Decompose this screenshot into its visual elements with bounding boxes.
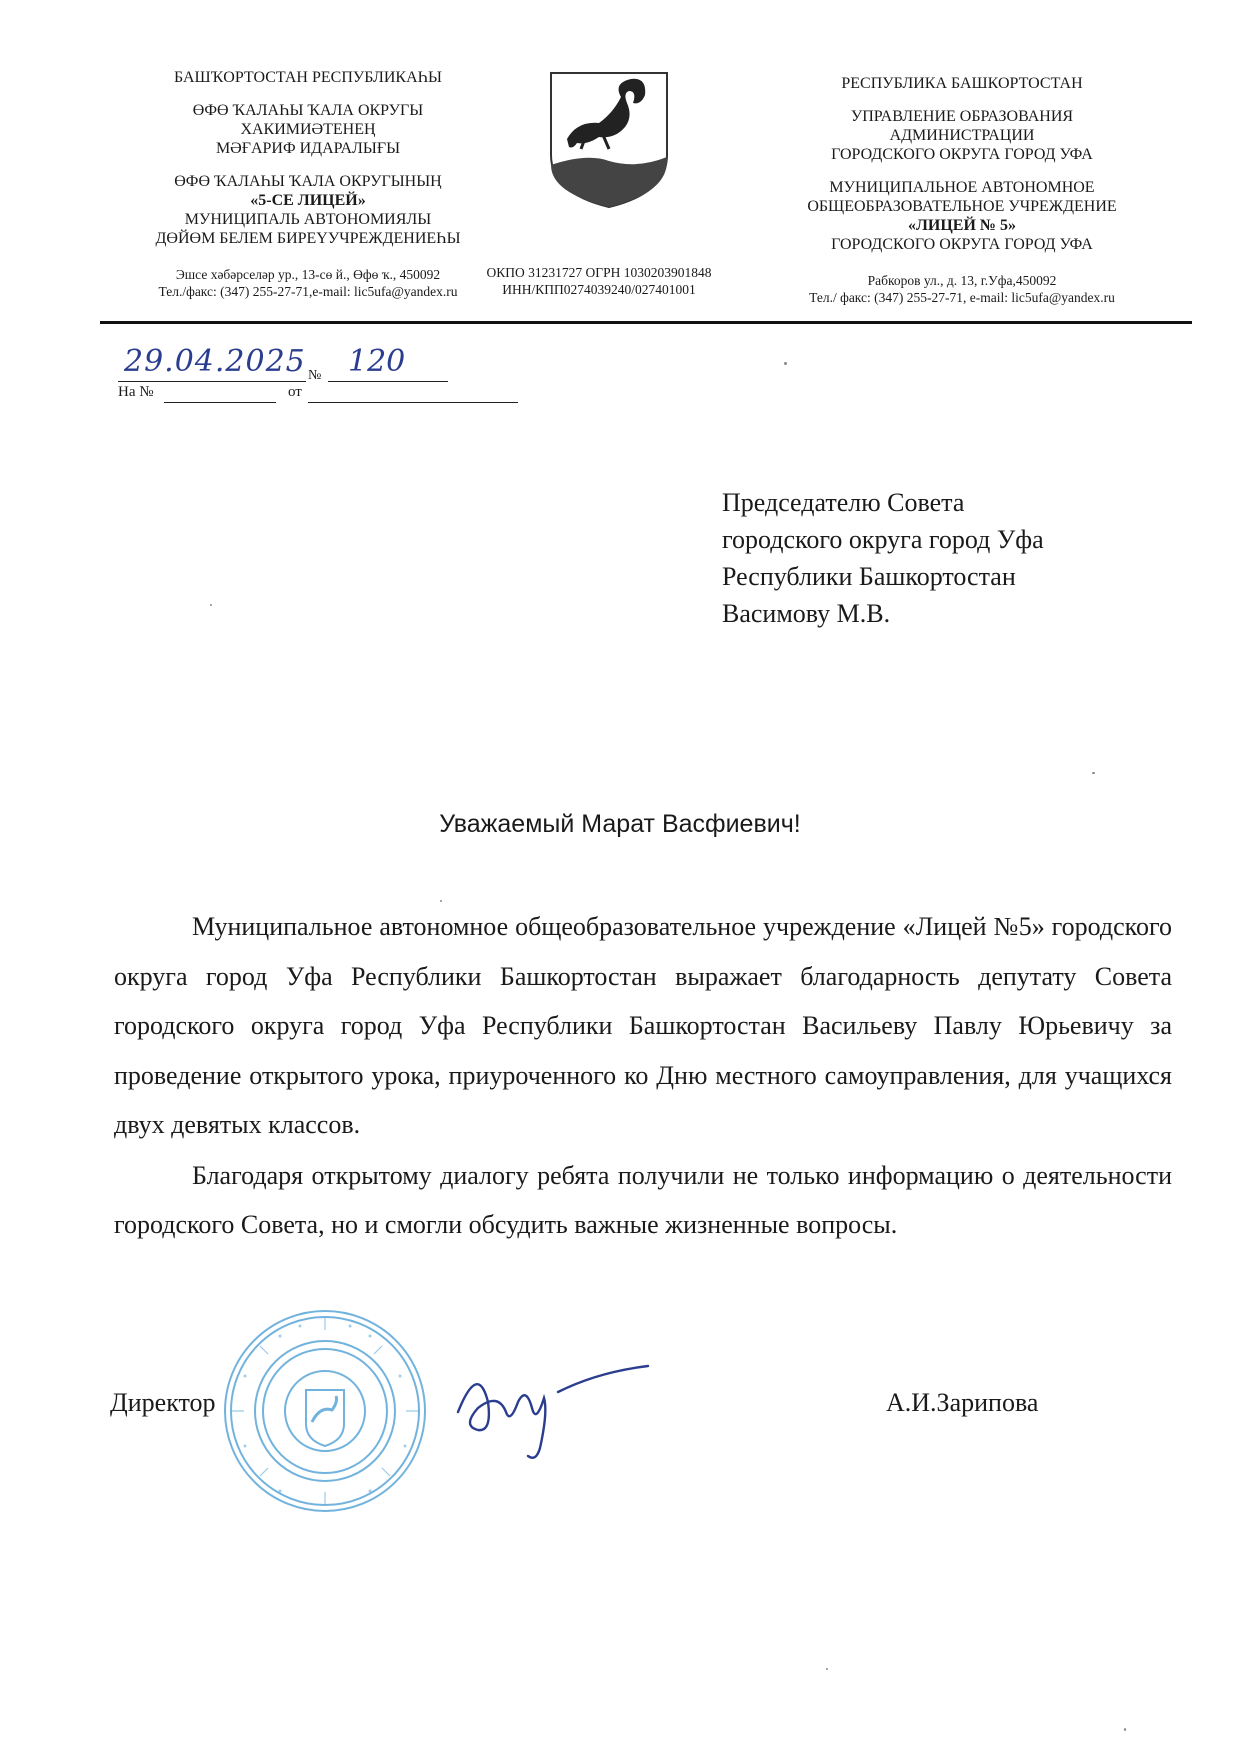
scan-speck [1092, 772, 1095, 774]
letterhead-left-line: МУНИЦИПАЛЬ АВТОНОМИЯЛЫ [184, 211, 432, 228]
letterhead-right-line: АДМИНИСТРАЦИИ [889, 127, 1035, 144]
letterhead-left [118, 68, 498, 300]
date-underline [118, 381, 306, 382]
from-underline [308, 402, 518, 403]
letterhead-right-line: РЕСПУБЛИКА БАШКОРТОСТАН [841, 75, 1083, 92]
scan-speck [1124, 1728, 1126, 1731]
letterhead-right-line: «ЛИЦЕЙ № 5» [907, 217, 1016, 234]
body-paragraph: Благодаря открытому диалогу ребята получили не только информацию о деятельности городского Совета, но и смогли обсудить важные жизненные вопросы. [114, 1160, 1172, 1239]
addressee-line: Республики Башкортостан [722, 562, 1016, 591]
addressee-line: городского округа город Уфа [722, 525, 1044, 554]
number-underline [328, 381, 448, 382]
letterhead-left-line: «5-СЕ ЛИЦЕЙ» [250, 192, 366, 209]
letterhead-right [772, 74, 1152, 306]
letterhead-left-line: БАШҠОРТОСТАН РЕСПУБЛИКАҺЫ [174, 69, 442, 86]
addressee-line: Председателю Совета [722, 488, 965, 517]
scan-speck [826, 1668, 828, 1670]
number-sign: № [308, 368, 322, 383]
from-label: от [288, 384, 302, 400]
letterhead-left-line: ӨФӨ ҠАЛАҺЫ ҠАЛА ОКРУГЫНЫҢ [174, 173, 442, 190]
signatory-position: Директор [110, 1388, 216, 1417]
handwritten-number: 120 [348, 344, 406, 379]
ref-label: На № [118, 384, 154, 400]
letter-body [114, 902, 1172, 1250]
body-paragraph: Муниципальное автономное общеобразовательное учреждение «Лицей №5» городского округа город Уфа Республики Башкортостан выражает благодарность депутату Совета городского округа город Уфа Республики Башкортостан Васильеву Павлу Юрьевичу за проведение открытого урока, приуроченного ко Дню местного самоуправления, для учащихся двух девятых классов. [114, 912, 1172, 1139]
letterhead-codes [474, 264, 724, 298]
letterhead-right-line: МУНИЦИПАЛЬНОЕ АВТОНОМНОЕ [829, 179, 1095, 196]
signature-row [110, 1388, 1110, 1448]
letterhead-right-line: УПРАВЛЕНИЕ ОБРАЗОВАНИЯ [850, 108, 1074, 125]
letterhead-right-line: ГОРОДСКОГО ОКРУГА ГОРОД УФА [831, 146, 1093, 163]
addressee-block [722, 484, 1182, 632]
scan-speck [440, 900, 442, 902]
scan-speck [210, 604, 212, 606]
letterhead-left-line: ХАКИМИӘТЕНЕҢ [240, 121, 376, 138]
letterhead-divider [100, 321, 1192, 324]
letterhead-right-line: ОБЩЕОБРАЗОВАТЕЛЬНОЕ УЧРЕЖДЕНИЕ [807, 198, 1117, 215]
letterhead-left-contacts: Тел./факс: (347) 255-27-71,e-mail: lic5ufa@yandex.ru [158, 284, 458, 299]
scan-speck [784, 362, 787, 365]
letterhead-left-line: ӨФӨ ҠАЛАҺЫ ҠАЛА ОКРУГЫ [192, 102, 424, 119]
city-emblem-icon [547, 69, 671, 209]
letterhead-left-line: ДӨЙӨМ БЕЛЕМ БИРЕҮУЧРЕЖДЕНИЕҺЫ [155, 230, 461, 247]
ref-underline [164, 402, 276, 403]
salutation: Уважаемый Марат Васфиевич! [439, 810, 801, 838]
signatory-name: А.И.Зарипова [886, 1388, 1039, 1417]
letterhead-right-address: Рабкоров ул., д. 13, г.Уфа,450092 [867, 273, 1057, 288]
letterhead-left-address: Эшсе хәбәрселәр ур., 13-сө й., Өфө ҡ., 450092 [175, 267, 441, 282]
addressee-line: Васимову М.В. [722, 599, 891, 628]
inn-line: ИНН/КПП0274039240/027401001 [502, 282, 696, 297]
handwritten-date: 29.04.2025 [124, 344, 306, 379]
letterhead-left-line: МӘҒАРИФ ИДАРАЛЫҒЫ [215, 140, 401, 157]
letterhead-right-line: ГОРОДСКОГО ОКРУГА ГОРОД УФА [831, 236, 1093, 253]
letterhead-right-contacts: Тел./ факс: (347) 255-27-71, e-mail: lic5ufa@yandex.ru [809, 290, 1115, 305]
registration-block [118, 344, 538, 408]
ogrn-line: ОКПО 31231727 ОГРН 1030203901848 [486, 265, 712, 280]
